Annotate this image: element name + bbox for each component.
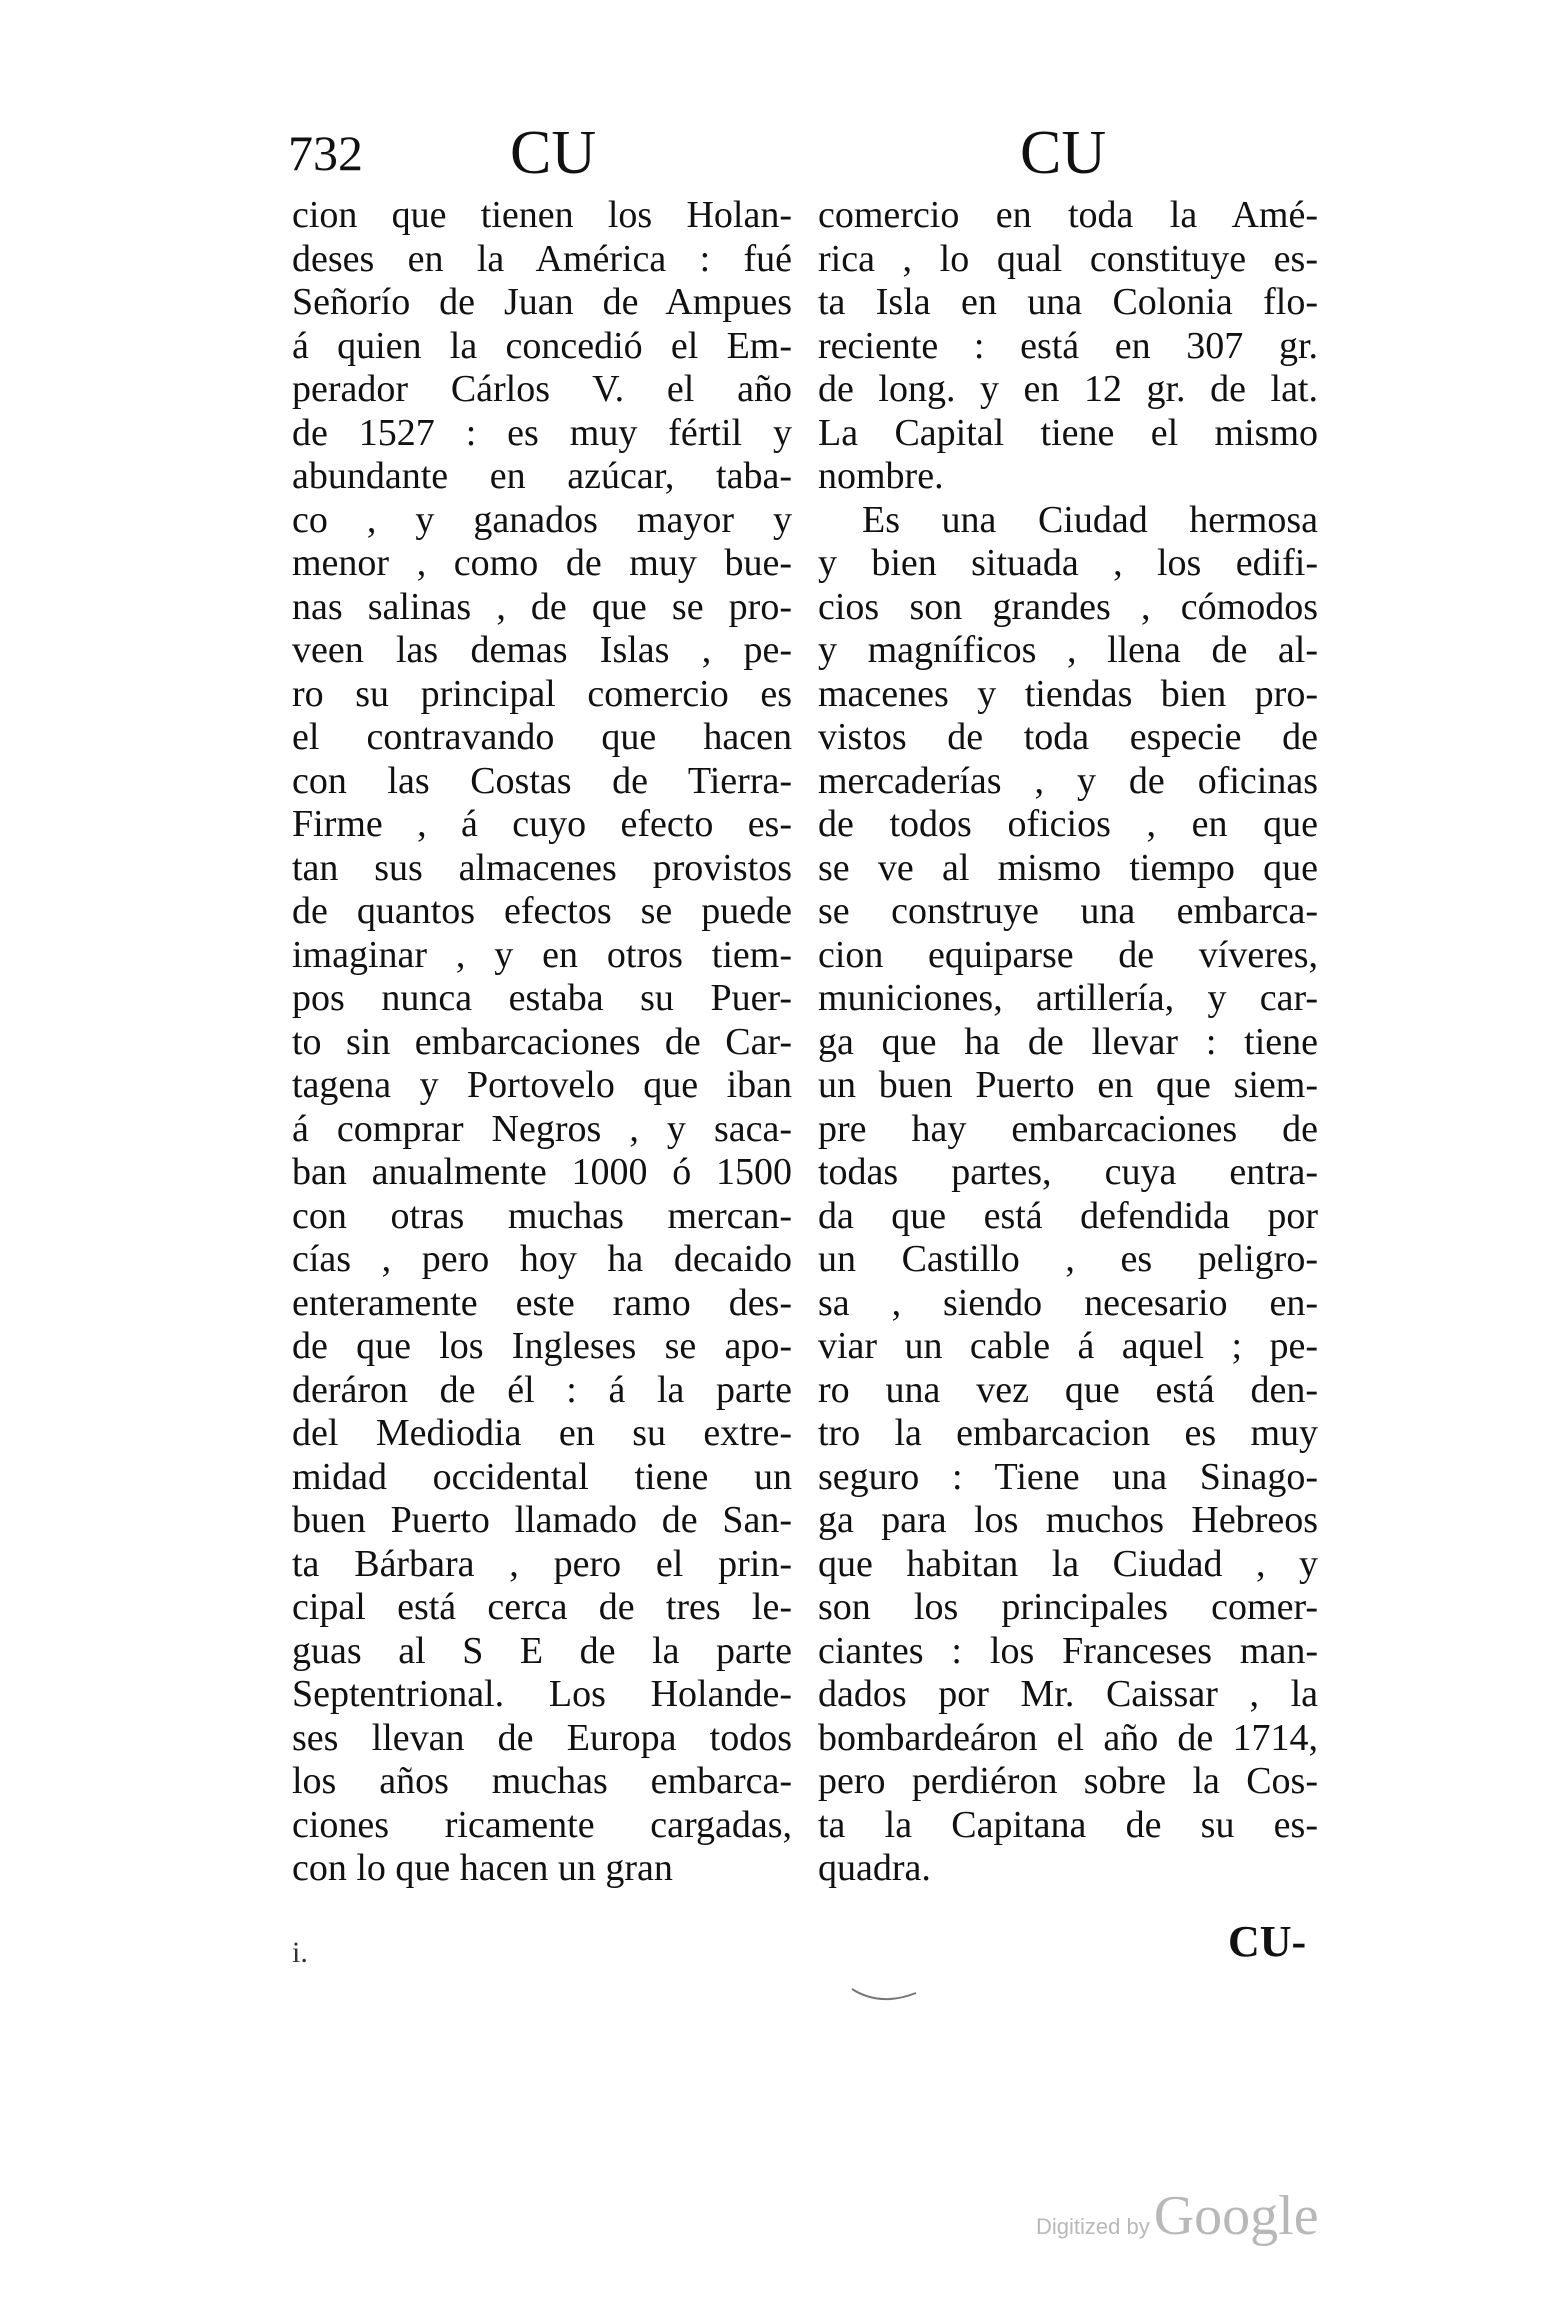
text-line: Septentrional. Los Holande-	[292, 1673, 792, 1715]
text-line: de todos oficios , en que	[818, 803, 1318, 845]
text-line: ses llevan de Europa todos	[292, 1716, 792, 1759]
text-line: ta Bárbara , pero el prin-	[292, 1542, 792, 1585]
text-line: ciantes : los Franceses man-	[818, 1629, 1318, 1672]
text-line: de long. y en 12 gr. de lat.	[818, 368, 1318, 410]
text-line: Señorío de Juan de Ampues	[292, 281, 792, 323]
text-line: un buen Puerto en que siem-	[818, 1064, 1318, 1106]
text-line: son los principales comer-	[818, 1586, 1318, 1628]
text-line: de quantos efectos se puede	[292, 890, 792, 932]
text-line: el contravando que hacen	[292, 716, 792, 758]
page-crease-mark	[850, 1985, 920, 2015]
text-line: guas al S E de la parte	[292, 1629, 792, 1672]
text-line: abundante en azúcar, taba-	[292, 455, 792, 497]
text-line: buen Puerto llamado de San-	[292, 1499, 792, 1541]
text-line: sa , siendo necesario en-	[818, 1281, 1318, 1324]
text-line: á comprar Negros , y saca-	[292, 1107, 792, 1150]
signature-mark: i.	[292, 1936, 308, 1969]
text-line: con las Costas de Tierra-	[292, 759, 792, 802]
text-line: pre hay embarcaciones de	[818, 1107, 1318, 1150]
text-line: quadra.	[818, 1847, 931, 1889]
text-line: comercio en toda la Amé-	[818, 194, 1318, 236]
text-line: ga que ha de llevar : tiene	[818, 1020, 1318, 1063]
text-line: ta Isla en una Colonia flo-	[818, 281, 1318, 323]
text-line: menor , como de muy bue-	[292, 542, 792, 584]
catchword: CU-	[1228, 1917, 1307, 1966]
text-line: ta la Capitana de su es-	[818, 1803, 1318, 1846]
text-line: perador Cárlos V. el año	[292, 368, 792, 410]
text-line: todas partes, cuya entra-	[818, 1151, 1318, 1193]
text-line: cion equiparse de víveres,	[818, 933, 1318, 976]
text-line: viar un cable á aquel ; pe-	[818, 1325, 1318, 1367]
text-line: ro su principal comercio es	[292, 672, 792, 715]
text-line: nas salinas , de que se pro-	[292, 585, 792, 628]
page-number: 732	[288, 125, 363, 181]
text-line: Es una Ciudad hermosa	[862, 498, 1318, 541]
text-line: cion que tienen los Holan-	[292, 194, 792, 236]
text-line: imaginar , y en otros tiem-	[292, 933, 792, 976]
digitized-by-watermark	[1036, 2184, 1319, 2248]
google-logo: Google	[1153, 2185, 1319, 2247]
text-line: La Capital tiene el mismo	[818, 411, 1318, 454]
text-line: ga para los muchos Hebreos	[818, 1499, 1318, 1541]
text-line: midad occidental tiene un	[292, 1455, 792, 1498]
text-line: que habitan la Ciudad , y	[818, 1542, 1318, 1585]
text-line: to sin embarcaciones de Car-	[292, 1020, 792, 1063]
text-line: los años muchas embarca-	[292, 1760, 792, 1802]
text-line: veen las demas Islas , pe-	[292, 629, 792, 671]
text-line: ban anualmente 1000 ó 1500	[292, 1151, 792, 1193]
text-line: ciones ricamente cargadas,	[292, 1803, 792, 1846]
text-line: un Castillo , es peligro-	[818, 1238, 1318, 1280]
text-line: dados por Mr. Caissar , la	[818, 1673, 1318, 1715]
text-line: cías , pero hoy ha decaido	[292, 1238, 792, 1280]
text-line: mercaderías , y de oficinas	[818, 759, 1318, 802]
text-line: reciente : está en 307 gr.	[818, 324, 1318, 367]
text-line: y magníficos , llena de al-	[818, 629, 1318, 671]
text-line: se construye una embarca-	[818, 890, 1318, 932]
text-line: del Mediodia en su extre-	[292, 1412, 792, 1454]
text-line: tagena y Portovelo que iban	[292, 1064, 792, 1106]
text-column-right	[818, 194, 1318, 1891]
text-line: rica , lo qual constituye es-	[818, 237, 1318, 280]
text-line: deses en la América : fué	[292, 237, 792, 280]
running-head-left: CU	[510, 119, 597, 187]
text-line: enteramente este ramo des-	[292, 1281, 792, 1324]
running-head-right: CU	[1020, 119, 1107, 187]
text-line: seguro : Tiene una Sinago-	[818, 1455, 1318, 1498]
text-line: deráron de él : á la parte	[292, 1368, 792, 1411]
text-line: da que está defendida por	[818, 1194, 1318, 1237]
text-line: macenes y tiendas bien pro-	[818, 672, 1318, 715]
text-line: y bien situada , los edifi-	[818, 542, 1318, 584]
text-line: co , y ganados mayor y	[292, 498, 792, 541]
text-line: pos nunca estaba su Puer-	[292, 977, 792, 1019]
text-line: municiones, artillería, y car-	[818, 977, 1318, 1019]
digitized-prefix: Digitized by	[1036, 2214, 1150, 2239]
text-line: de que los Ingleses se apo-	[292, 1325, 792, 1367]
text-line: Firme , á cuyo efecto es-	[292, 803, 792, 845]
text-line: con lo que hacen un gran	[292, 1847, 673, 1889]
text-line: ro una vez que está den-	[818, 1368, 1318, 1411]
text-line: tan sus almacenes provistos	[292, 846, 792, 889]
text-column-left	[292, 194, 792, 1891]
text-line: cios son grandes , cómodos	[818, 585, 1318, 628]
text-line: con otras muchas mercan-	[292, 1194, 792, 1237]
text-line: á quien la concedió el Em-	[292, 324, 792, 367]
text-line: vistos de toda especie de	[818, 716, 1318, 758]
text-line: pero perdiéron sobre la Cos-	[818, 1760, 1318, 1802]
text-line: bombardeáron el año de 1714,	[818, 1716, 1318, 1759]
text-line: cipal está cerca de tres le-	[292, 1586, 792, 1628]
text-line: tro la embarcacion es muy	[818, 1412, 1318, 1454]
text-line: de 1527 : es muy fértil y	[292, 411, 792, 454]
text-line: nombre.	[818, 455, 944, 497]
text-line: se ve al mismo tiempo que	[818, 846, 1318, 889]
